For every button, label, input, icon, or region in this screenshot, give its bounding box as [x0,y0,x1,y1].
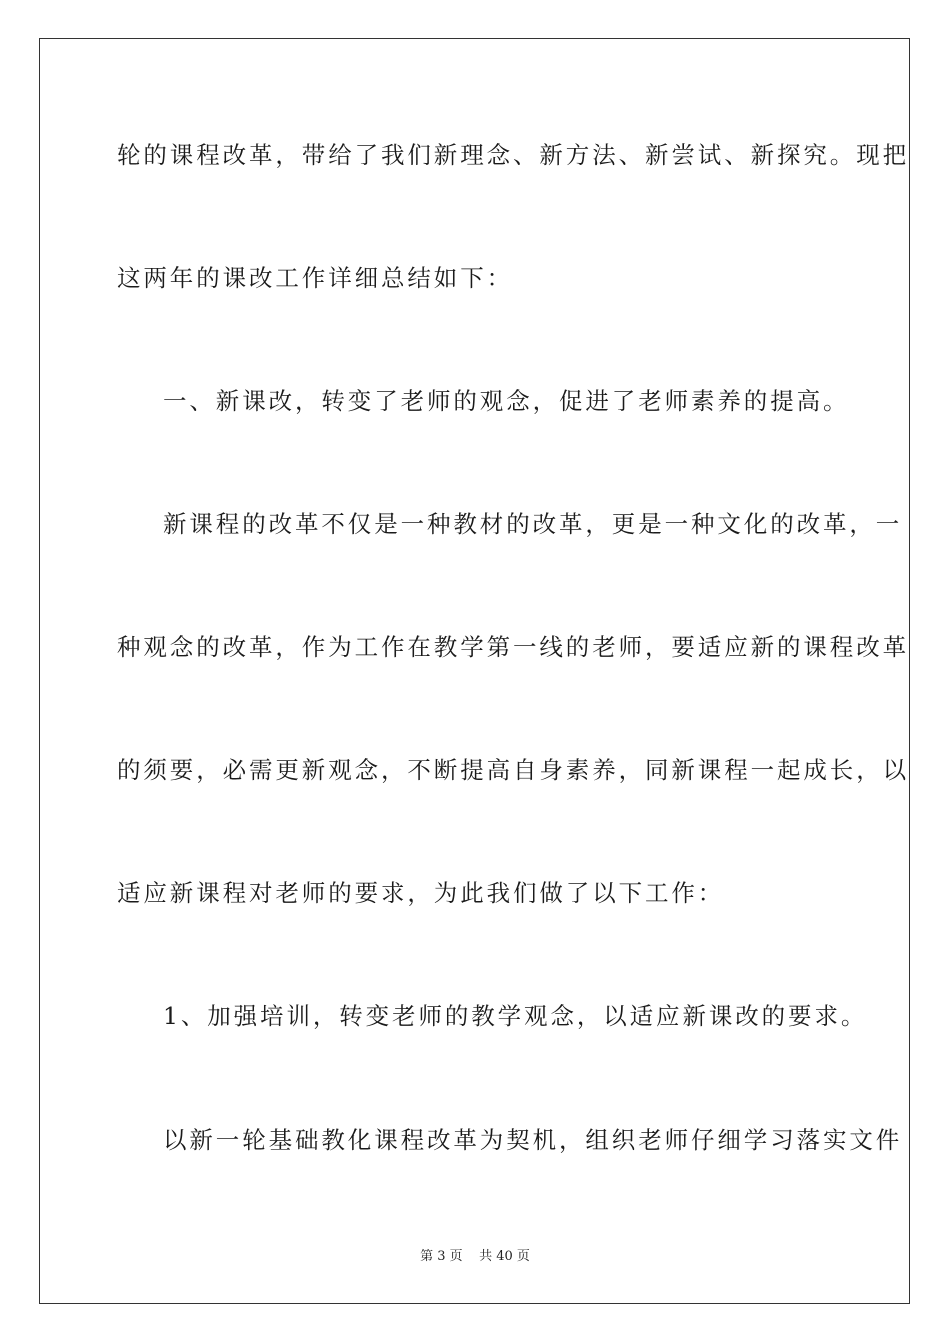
paragraph-line-2: 种观念的改革，作为工作在教学第一线的老师，要适应新的课程改革 [117,633,909,661]
paragraph-line-4: 适应新课程对老师的要求，为此我们做了以下工作： [117,879,725,907]
page-frame [39,38,910,1304]
page-number-footer: 第 3 页 共 40 页 [420,1249,530,1264]
paragraph-line-5: 以新一轮基础教化课程改革为契机，组织老师仔细学习落实文件 [163,1126,903,1154]
paragraph-line-1: 新课程的改革不仅是一种教材的改革，更是一种文化的改革，一 [163,510,903,538]
section-heading-1: 一、新课改，转变了老师的观念，促进了老师素养的提高。 [163,387,850,415]
paragraph-line-3: 的须要，必需更新观念，不断提高自身素养，同新课程一起成长，以 [117,756,909,784]
text-line-1: 轮的课程改革，带给了我们新理念、新方法、新尝试、新探究。现把 [117,141,909,169]
subsection-heading-1: 1、加强培训，转变老师的教学观念，以适应新课改的要求。 [163,1002,868,1030]
text-line-2: 这两年的课改工作详细总结如下： [117,264,513,292]
